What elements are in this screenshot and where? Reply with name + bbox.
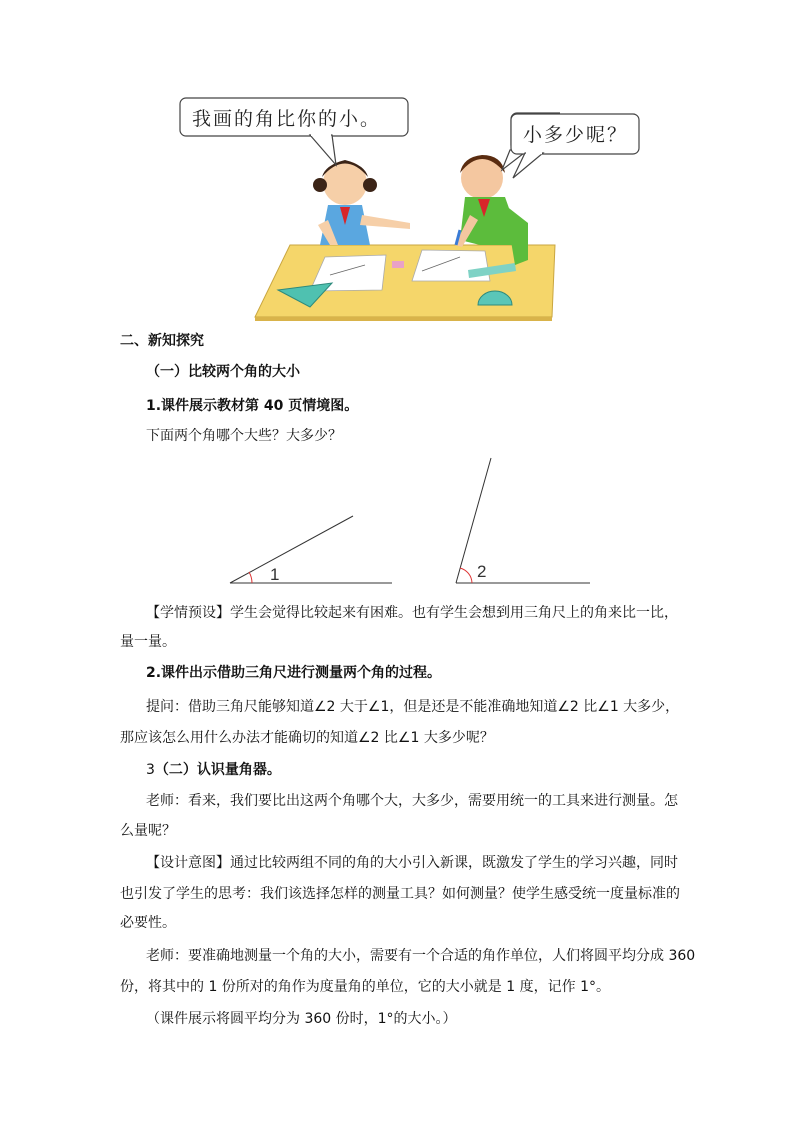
preset-line-1: 学生会觉得比较起来有困难。也有学生会想到用三角尺上的角来比一比， bbox=[230, 605, 678, 621]
classroom-illustration bbox=[160, 95, 560, 325]
girl-speech-text: 我画的角比你的小。 bbox=[192, 108, 382, 130]
angle-1 bbox=[230, 516, 392, 584]
preset-paragraph bbox=[146, 603, 678, 623]
design-line-3: 必要性。 bbox=[120, 915, 176, 931]
design-line-2: 也引发了学生的思考：我们该选择怎样的测量工具？如何测量？使学生感受统一度量标准的 bbox=[120, 886, 680, 902]
courseware-note: （课件展示将圆平均分为 360 份时，1°的大小。） bbox=[146, 1011, 457, 1027]
angle-2-label: 2 bbox=[477, 562, 487, 581]
step-2: 2.课件出示借助三角尺进行测量两个角的过程。 bbox=[146, 665, 442, 681]
preset-line-2: 量一量。 bbox=[120, 634, 176, 650]
ask-line-1: 提问：借助三角尺能够知道∠2 大于∠1，但是还是不能准确地知道∠2 比∠1 大多少， bbox=[146, 699, 680, 715]
question-text: 下面两个角哪个大些？大多少？ bbox=[146, 428, 342, 444]
angle-2 bbox=[456, 458, 590, 583]
subsection-2-label: （二）认识量角器。 bbox=[154, 762, 281, 778]
eraser-icon bbox=[392, 261, 404, 268]
teacher-1-line-2: 么量呢？ bbox=[120, 823, 176, 839]
section-heading: 二、新知探究 bbox=[120, 333, 204, 349]
subsection-1-title: （一）比较两个角的大小 bbox=[146, 364, 300, 380]
girl-figure bbox=[313, 160, 410, 245]
speech-bubble-girl bbox=[180, 98, 408, 165]
table bbox=[255, 245, 555, 317]
boy-speech-text: 小多少呢？ bbox=[523, 124, 629, 146]
ask-line-2: 那应该怎么用什么办法才能确切的知道∠2 比∠1 大多少呢？ bbox=[120, 730, 494, 746]
speech-bubble-boy-frame bbox=[505, 110, 645, 185]
preset-tag: 【学情预设】 bbox=[146, 605, 230, 621]
angles-figure bbox=[0, 450, 794, 595]
step-1: 1.课件展示教材第 40 页情境图。 bbox=[146, 398, 359, 414]
teacher-2-line-2: 份，将其中的 1 份所对的角作为度量角的单位，它的大小就是 1 度，记作 1°。 bbox=[120, 979, 610, 995]
subsection-2-title bbox=[146, 760, 281, 780]
subsection-2-number: 3 bbox=[146, 762, 155, 778]
design-paragraph bbox=[146, 853, 678, 873]
design-line-1: 通过比较两组不同的角的大小引入新课，既激发了学生的学习兴趣，同时 bbox=[230, 855, 678, 871]
design-tag: 【设计意图】 bbox=[146, 855, 230, 871]
teacher-1-line-1: 老师：看来，我们要比出这两个角哪个大，大多少，需要用统一的工具来进行测量。怎 bbox=[146, 793, 678, 809]
angle-1-label: 1 bbox=[270, 565, 280, 584]
teacher-2-line-1: 老师：要准确地测量一个角的大小，需要有一个合适的角作单位，人们将圆平均分成 360 bbox=[146, 948, 696, 964]
